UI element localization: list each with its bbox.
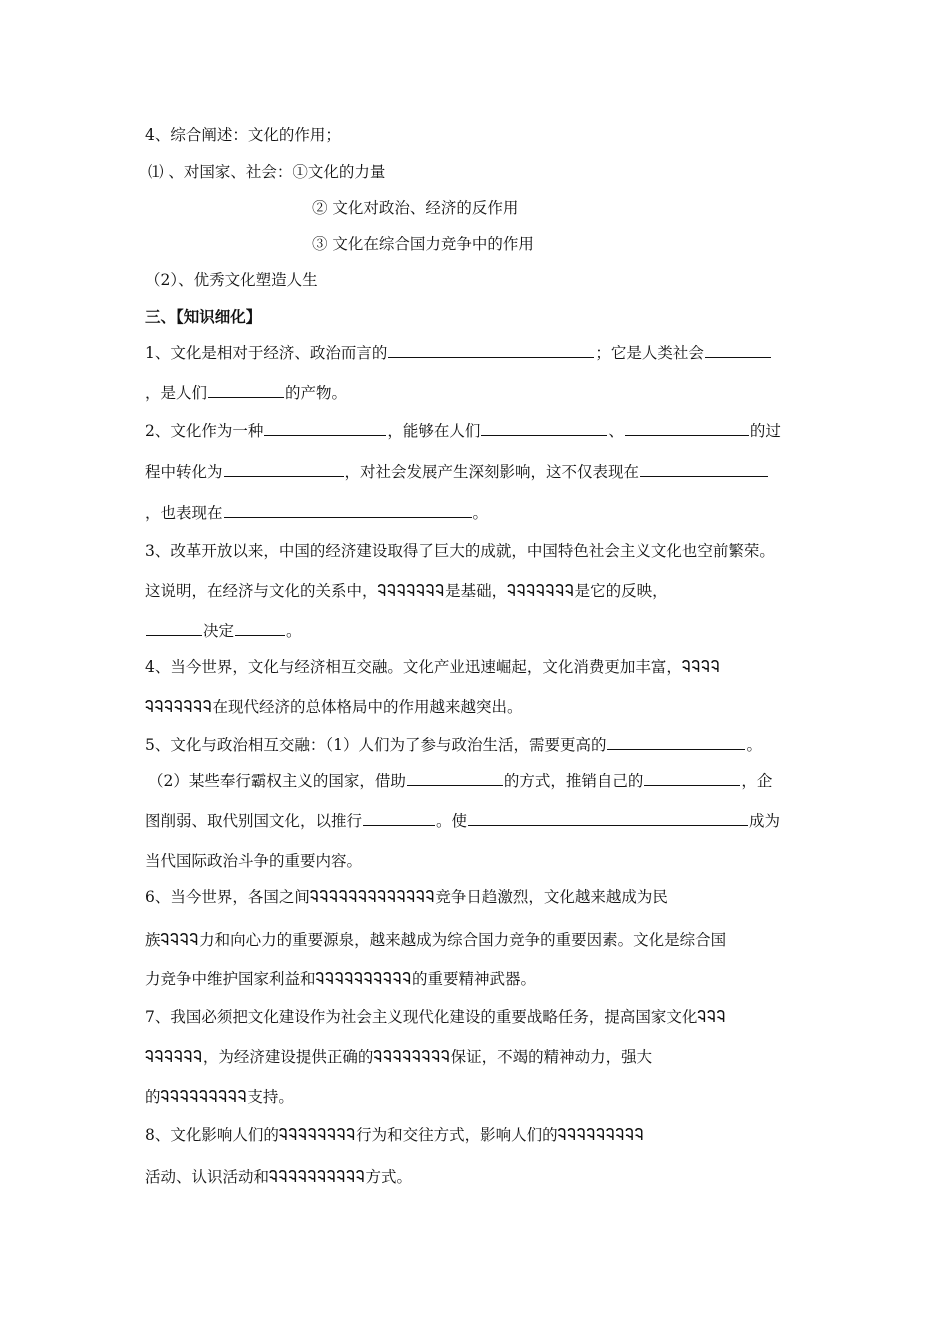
q2-text-c: 、 [608, 422, 624, 440]
q2-blank-4[interactable] [224, 462, 344, 477]
q2-blank-6[interactable] [224, 503, 472, 518]
q8-text-c: 活动、认识活动和 [145, 1168, 270, 1186]
q1-text-d: 的产物。 [285, 384, 348, 402]
q5-blank-5[interactable] [468, 811, 748, 826]
question-7-line-3 [145, 1086, 294, 1108]
q3-text-f: 。 [286, 622, 302, 640]
q3-blank-2[interactable] [235, 621, 285, 636]
q8-text-d: 方式。 [365, 1168, 413, 1186]
question-5-line-2 [148, 770, 772, 792]
q3-blank-1[interactable] [146, 621, 202, 636]
q5-blank-1[interactable] [607, 735, 745, 750]
q5-text-b: 。 [746, 736, 762, 754]
q1-text-c: ，是人们 [145, 384, 208, 402]
q7-glyph-run-4: ᎸᎸᎸᎸᎸᎸᎸᎸᎸ [160, 1088, 248, 1106]
q4-glyph-run-1: ᎸᎸᎸᎸ [681, 658, 721, 676]
q5-text-f: 图削弱、取代别国文化，以推行 [145, 812, 363, 830]
q5-text-e: ，企 [741, 772, 773, 790]
q1-blank-3[interactable] [208, 383, 284, 398]
q2-blank-2[interactable] [481, 421, 607, 436]
q5-text-h: 成为 [749, 812, 781, 830]
q5-text-g: 。使 [436, 812, 468, 830]
q1-text-b: ；它是人类社会 [595, 344, 704, 362]
q6-text-f: 的重要精神武器。 [412, 970, 537, 988]
outline-sub-1c: ③ 文化在综合国力竞争中的作用 [312, 235, 534, 253]
q3-text-e: 决定 [203, 622, 235, 640]
q1-blank-2[interactable] [705, 343, 771, 358]
q7-text-d: 的 [145, 1088, 161, 1106]
q2-blank-3[interactable] [625, 421, 749, 436]
q7-glyph-run-2: ᎸᎸᎸᎸᎸᎸ [145, 1048, 203, 1066]
q1-text-a: 1、文化是相对于经济、政治而言的 [145, 344, 388, 362]
q2-text-b: ，能够在人们 [387, 422, 481, 440]
q8-glyph-run-1: ᎸᎸᎸᎸᎸᎸᎸᎸ [278, 1126, 357, 1144]
question-2-line-2 [145, 461, 769, 483]
q7-text-a: 7、我国必须把文化建设作为社会主义现代化建设的重要战略任务，提高国家文化 [145, 1008, 698, 1026]
q8-text-b: 行为和交往方式，影响人们的 [356, 1126, 558, 1144]
question-8-line-2 [145, 1166, 412, 1188]
question-7-line-1 [145, 1006, 726, 1028]
outline-sub-1b: ② 文化对政治、经济的反作用 [312, 199, 519, 217]
q3-glyph-run-1: ᎸᎸᎸᎸᎸᎸᎸ [377, 582, 446, 600]
q7-glyph-run-3: ᎸᎸᎸᎸᎸᎸᎸᎸ [373, 1048, 451, 1066]
question-2-line-3 [145, 502, 488, 524]
section-heading: 三、【知识细化】 [145, 307, 262, 326]
question-5-line-4: 当代国际政治斗争的重要内容。 [145, 852, 363, 870]
q6-text-e: 力竞争中维护国家利益和 [145, 970, 316, 988]
question-4-line-1 [145, 656, 720, 678]
q2-blank-5[interactable] [640, 462, 768, 477]
q2-text-g: ，也表现在 [145, 504, 223, 522]
question-3-line-2 [145, 580, 668, 602]
question-8-line-1 [145, 1124, 644, 1146]
q3-text-c: 是基础， [445, 582, 508, 600]
q6-glyph-run-3: ᎸᎸᎸᎸᎸᎸᎸᎸᎸᎸ [315, 970, 413, 988]
q7-text-b: ，为经济建设提供正确的 [202, 1048, 374, 1066]
question-1-line-2 [145, 382, 347, 404]
q8-glyph-run-2: ᎸᎸᎸᎸᎸᎸᎸᎸᎸ [557, 1126, 645, 1144]
question-7-line-2 [145, 1046, 652, 1068]
q2-blank-1[interactable] [264, 421, 386, 436]
q7-glyph-run-1: ᎸᎸᎸ [697, 1008, 727, 1026]
question-5-line-1 [145, 734, 762, 756]
question-1-line-1 [145, 342, 772, 364]
question-6-line-1 [145, 886, 668, 908]
q2-text-d: 的过 [749, 422, 781, 440]
q5-text-d: 的方式，推销自己的 [503, 772, 644, 790]
q2-text-h: 。 [472, 504, 489, 522]
question-5-line-3 [145, 810, 780, 832]
q2-text-a: 2、文化作为一种 [145, 422, 264, 440]
question-3-line-3 [145, 620, 302, 642]
outline-item-4: 4、综合阐述：文化的作用； [145, 126, 341, 144]
q6-text-d: 力和向心力的重要源泉，越来越成为综合国力竞争的重要因素。文化是综合国 [199, 931, 727, 949]
question-6-line-2 [145, 929, 726, 951]
q7-text-c: 保证，不竭的精神动力，强大 [450, 1048, 653, 1066]
q6-text-a: 6、当今世界，各国之间 [145, 888, 310, 906]
q3-glyph-run-2: ᎸᎸᎸᎸᎸᎸᎸ [507, 582, 575, 600]
outline-sub-2: （2）、优秀文化塑造人生 [145, 271, 318, 289]
q4-text-a: 4、当今世界，文化与经济相互交融。文化产业迅速崛起，文化消费更加丰富， [145, 658, 682, 676]
q2-text-e: 程中转化为 [145, 463, 223, 481]
q3-text-b: 这说明，在经济与文化的关系中， [145, 582, 378, 600]
q5-blank-4[interactable] [363, 811, 435, 826]
q2-text-f: ，对社会发展产生深刻影响，这不仅表现在 [344, 463, 640, 481]
q4-text-b: 在现代经济的总体格局中的作用越来越突出。 [212, 698, 523, 716]
q3-text-d: 是它的反映， [574, 582, 668, 600]
question-3-line-1: 3、改革开放以来，中国的经济建设取得了巨大的成就，中国特色社会主义文化也空前繁荣。 [145, 542, 775, 560]
question-4-line-2 [145, 696, 523, 718]
q6-text-b: 竞争日趋激烈，文化越来越成为民 [435, 888, 668, 906]
outline-sub-1: ⑴ 、对国家、社会：①文化的力量 [148, 163, 386, 181]
q6-glyph-run-1: ᎸᎸᎸᎸᎸᎸᎸᎸᎸᎸᎸᎸᎸ [309, 888, 436, 906]
question-6-line-3 [145, 968, 536, 990]
q5-text-a: 5、文化与政治相互交融：（1）人们为了参与政治生活，需要更高的 [145, 736, 607, 754]
q5-blank-3[interactable] [644, 771, 740, 786]
q4-glyph-run-2: ᎸᎸᎸᎸᎸᎸᎸ [145, 698, 213, 716]
question-2-line-1 [145, 420, 781, 442]
q8-glyph-run-3: ᎸᎸᎸᎸᎸᎸᎸᎸᎸᎸ [269, 1168, 366, 1186]
q8-text-a: 8、文化影响人们的 [145, 1126, 279, 1144]
q5-text-c: （2）某些奉行霸权主义的国家，借助 [148, 772, 406, 790]
q7-text-e: 支持。 [247, 1088, 294, 1106]
q1-blank-1[interactable] [388, 343, 594, 358]
q5-blank-2[interactable] [407, 771, 503, 786]
q6-glyph-run-2: ᎸᎸᎸᎸ [160, 931, 200, 949]
q6-text-c: 族 [145, 931, 161, 949]
